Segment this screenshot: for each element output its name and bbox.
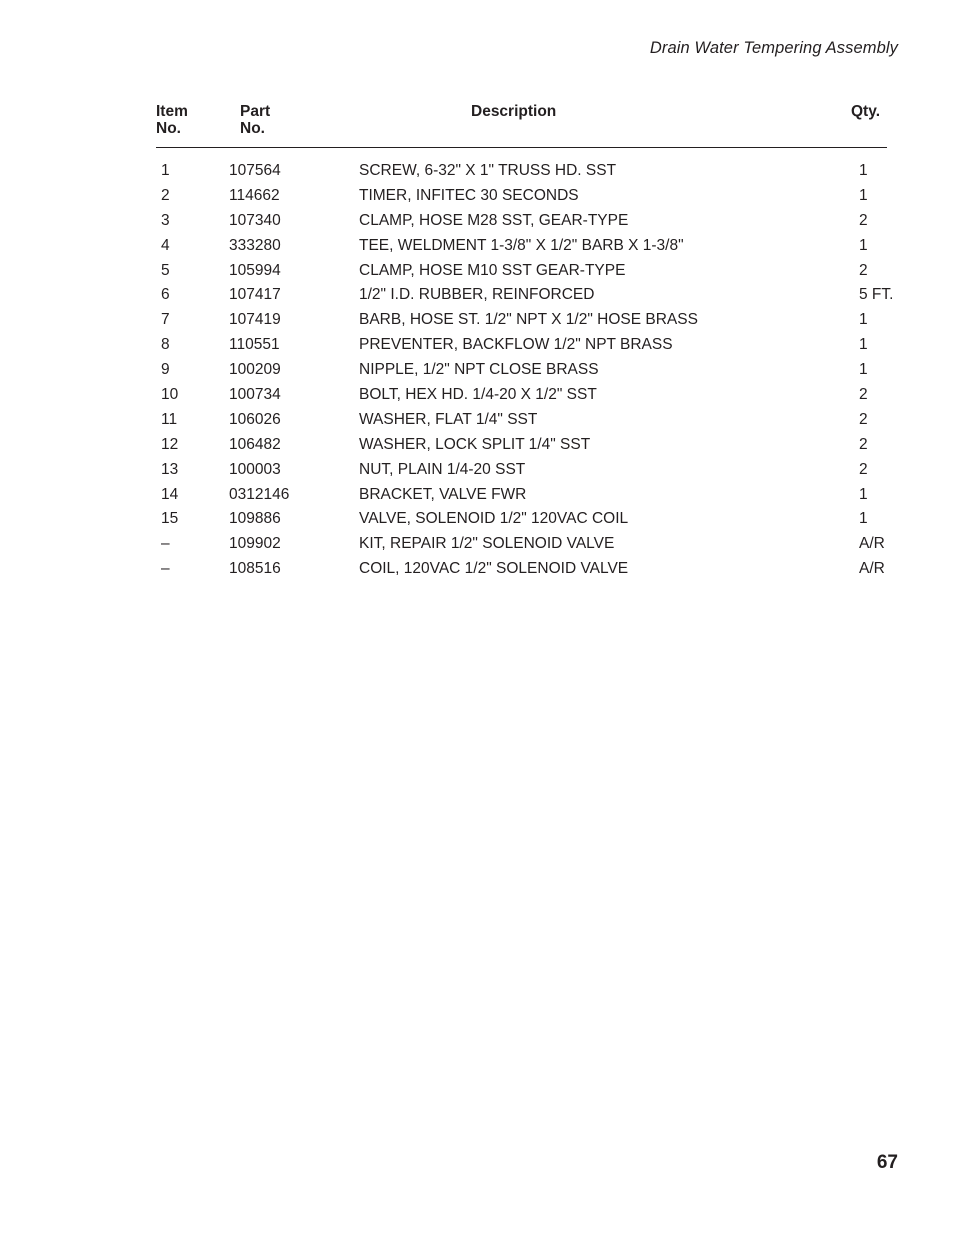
item-number-cell: 4 xyxy=(161,236,170,254)
description-cell: BOLT, HEX HD. 1/4-20 X 1/2" SST xyxy=(359,386,597,404)
description-cell: WASHER, LOCK SPLIT 1/4" SST xyxy=(359,435,591,453)
item-number-cell: 7 xyxy=(161,311,170,329)
table-row xyxy=(0,507,954,532)
description-cell: BRACKET, VALVE FWR xyxy=(359,485,527,503)
column-header-part-line1: Part xyxy=(240,103,271,120)
part-number-cell: 100209 xyxy=(229,361,281,379)
part-number-cell: 106482 xyxy=(229,435,281,453)
table-row xyxy=(0,159,954,184)
item-number-cell: 5 xyxy=(161,261,170,279)
item-number-cell: 15 xyxy=(161,510,179,528)
column-header-part-no xyxy=(240,103,270,137)
item-number-cell: 9 xyxy=(161,361,170,379)
item-number-cell: 10 xyxy=(161,386,179,404)
description-cell: VALVE, SOLENOID 1/2" 120VAC COIL xyxy=(359,510,629,528)
part-number-cell: 114662 xyxy=(229,186,280,204)
item-number-cell: 6 xyxy=(161,286,170,304)
part-number-cell: 106026 xyxy=(229,410,281,428)
page-number: 67 xyxy=(876,1152,898,1173)
quantity-cell: 1 xyxy=(859,236,868,254)
quantity-cell: 2 xyxy=(859,435,868,453)
item-number-cell: 11 xyxy=(161,410,178,428)
description-cell: 1/2" I.D. RUBBER, REINFORCED xyxy=(359,286,595,304)
item-number-cell: 1 xyxy=(161,162,170,179)
quantity-cell: 1 xyxy=(859,162,868,179)
description-cell: KIT, REPAIR 1/2" SOLENOID VALVE xyxy=(359,535,615,553)
item-number-cell: – xyxy=(161,535,170,553)
description-cell: SCREW, 6-32" X 1" TRUSS HD. SST xyxy=(359,162,617,179)
description-cell: COIL, 120VAC 1/2" SOLENOID VALVE xyxy=(359,560,629,578)
quantity-cell: 1 xyxy=(859,311,868,329)
quantity-cell: 1 xyxy=(859,336,868,354)
part-number-cell: 333280 xyxy=(229,236,281,254)
item-number-cell: 8 xyxy=(161,336,170,354)
table-row xyxy=(0,408,954,433)
description-cell: TEE, WELDMENT 1-3/8" X 1/2" BARB X 1-3/8" xyxy=(359,236,684,254)
item-number-cell: 13 xyxy=(161,460,179,478)
table-row xyxy=(0,333,954,358)
item-number-cell: 2 xyxy=(161,186,170,204)
quantity-cell: A/R xyxy=(859,560,885,578)
table-row xyxy=(0,283,954,308)
table-row xyxy=(0,234,954,259)
item-number-cell: 12 xyxy=(161,435,179,453)
part-number-cell: 100734 xyxy=(229,386,281,404)
description-cell: WASHER, FLAT 1/4" SST xyxy=(359,410,538,428)
part-number-cell: 107417 xyxy=(229,286,281,304)
quantity-cell: 1 xyxy=(859,361,868,379)
part-number-cell: 107419 xyxy=(229,311,281,329)
table-row xyxy=(0,184,954,209)
quantity-cell: 2 xyxy=(859,211,868,229)
table-row xyxy=(0,308,954,333)
description-cell: BARB, HOSE ST. 1/2" NPT X 1/2" HOSE BRASS xyxy=(359,311,698,329)
table-row xyxy=(0,383,954,408)
column-header-qty: Qty. xyxy=(851,103,880,120)
column-header-description: Description xyxy=(471,103,557,120)
part-number-cell: 109886 xyxy=(229,510,281,528)
quantity-cell: A/R xyxy=(859,535,885,553)
item-number-cell: 14 xyxy=(161,485,179,503)
quantity-cell: 1 xyxy=(859,510,868,528)
part-number-cell: 110551 xyxy=(229,336,280,354)
description-cell: NIPPLE, 1/2" NPT CLOSE BRASS xyxy=(359,361,599,379)
table-row xyxy=(0,259,954,284)
table-row xyxy=(0,209,954,234)
column-header-item-line1: Item xyxy=(156,103,188,120)
quantity-cell: 2 xyxy=(859,410,868,428)
description-cell: CLAMP, HOSE M10 SST GEAR-TYPE xyxy=(359,261,626,279)
column-header-item-no xyxy=(156,103,188,137)
part-number-cell: 100003 xyxy=(229,460,281,478)
description-cell: TIMER, INFITEC 30 SECONDS xyxy=(359,186,579,204)
column-header-part-line2: No. xyxy=(240,120,265,137)
item-number-cell: – xyxy=(161,560,170,578)
table-row xyxy=(0,532,954,557)
column-header-item-line2: No. xyxy=(156,120,181,137)
item-number-cell: 3 xyxy=(161,211,170,229)
quantity-cell: 2 xyxy=(859,386,868,404)
quantity-cell: 5 FT. xyxy=(859,286,894,304)
quantity-cell: 2 xyxy=(859,261,868,279)
part-number-cell: 0312146 xyxy=(229,485,290,503)
table-row xyxy=(0,458,954,483)
table-row xyxy=(0,358,954,383)
parts-list xyxy=(0,159,954,582)
running-header-title: Drain Water Tempering Assembly xyxy=(649,39,898,57)
table-row xyxy=(0,557,954,582)
part-number-cell: 108516 xyxy=(229,560,281,578)
quantity-cell: 1 xyxy=(859,186,868,204)
quantity-cell: 2 xyxy=(859,460,868,478)
description-cell: PREVENTER, BACKFLOW 1/2" NPT BRASS xyxy=(359,336,673,354)
part-number-cell: 107340 xyxy=(229,211,281,229)
table-row xyxy=(0,433,954,458)
table-row xyxy=(0,483,954,508)
description-cell: NUT, PLAIN 1/4-20 SST xyxy=(359,460,526,478)
description-cell: CLAMP, HOSE M28 SST, GEAR-TYPE xyxy=(359,211,629,229)
quantity-cell: 1 xyxy=(859,485,868,503)
part-number-cell: 109902 xyxy=(229,535,281,553)
part-number-cell: 105994 xyxy=(229,261,281,279)
header-divider-rule xyxy=(156,147,887,148)
part-number-cell: 107564 xyxy=(229,162,281,179)
